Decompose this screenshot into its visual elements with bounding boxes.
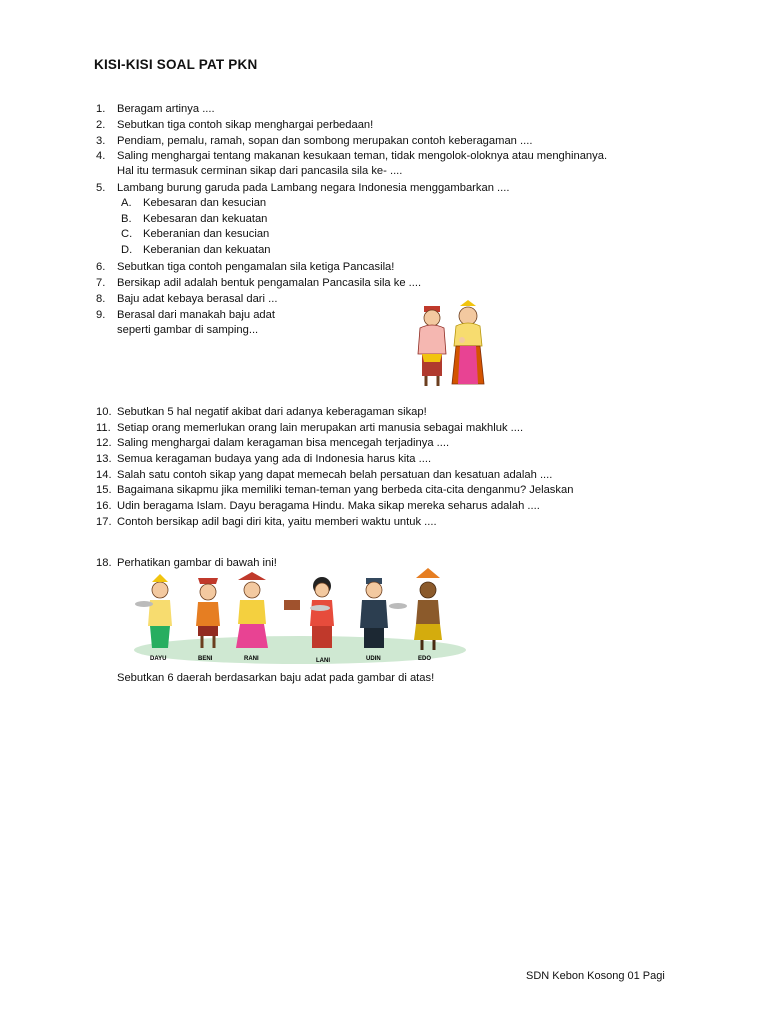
question-text: Sebutkan tiga contoh pengamalan sila ketiga Pancasila! [117,261,395,273]
label-rani: RANI [244,656,259,662]
question-number: 14. [96,469,112,481]
question-number: 6. [96,261,106,273]
question-number: 13. [96,453,112,465]
question-5 [96,181,509,197]
page-title: KISI-KISI SOAL PAT PKN [94,57,258,72]
question-text: Lambang burung garuda pada Lambang negara Indonesia menggambarkan .... [117,182,510,194]
question-text: Beragam artinya .... [117,103,215,115]
question-text: Sebutkan tiga contoh sikap menghargai perbedaan! [117,119,374,131]
label-lani: LANI [316,658,330,664]
question-18-continuation: Sebutkan 6 daerah berdasarkan baju adat pada gambar di atas! [117,672,435,684]
question-number: 7. [96,277,106,289]
figure-beni [196,578,220,648]
figure-dayu [135,574,172,648]
figure-lani [310,577,334,648]
question-text: Contoh bersikap adil bagi diri kita, yaitu memberi waktu untuk .... [117,516,437,528]
question-text: Bagaimana sikapmu jika memiliki teman-teman yang berbeda cita-cita denganmu? Jelaskan [117,484,574,496]
label-beni: BENI [198,656,213,662]
question-number: 1. [96,103,106,115]
question-number: 11. [96,422,111,434]
question-number: 17. [96,516,112,528]
question-10 [96,405,427,421]
question-text: Saling menghargai tentang makanan kesukaan teman, tidak mengolok-oloknya atau menghinanya. [117,150,608,162]
school-footer: SDN Kebon Kosong 01 Pagi [526,970,665,982]
question-number: 10. [96,406,112,418]
option-letter: A. [121,197,132,209]
option-d [121,244,271,256]
question-4-continuation: Hal itu termasuk cerminan sikap dari pancasila sila ke- .... [117,165,403,177]
question-2 [96,118,373,134]
question-text: Pendiam, pemalu, ramah, sopan dan sombong merupakan contoh keberagaman .... [117,135,533,147]
figure-edo [414,568,442,650]
question-number: 4. [96,150,106,162]
question-text: Udin beragama Islam. Dayu beragama Hindu. Maka sikap mereka seharus adalah .... [117,500,540,512]
label-edo: EDO [418,656,432,662]
question-number: 5. [96,182,106,194]
option-letter: C. [121,228,133,240]
question-number: 2. [96,119,106,131]
option-b [121,213,267,225]
question-4 [96,149,607,165]
option-letter: B. [121,213,132,225]
question-1 [96,102,215,118]
question-text: Perhatikan gambar di bawah ini! [117,557,277,569]
question-text: Salah satu contoh sikap yang dapat memecah belah persatuan dan kesatuan adalah .... [117,469,553,481]
question-text: Saling menghargai dalam keragaman bisa mencegah terjadinya .... [117,437,450,449]
question-11 [96,421,523,437]
question-9-continuation: seperti gambar di samping... [117,324,259,336]
question-8 [96,292,277,308]
option-text: Kebesaran dan kesucian [143,197,267,209]
question-13 [96,452,431,468]
option-text: Kebesaran dan kekuatan [143,213,268,225]
question-16 [96,499,540,515]
option-letter: D. [121,244,133,256]
question-number: 18. [96,557,112,569]
question-number: 9. [96,309,106,321]
question-number: 12. [96,437,112,449]
question-17 [96,515,437,531]
option-text: Keberanian dan kesucian [143,228,270,240]
question-12 [96,436,449,452]
question-number: 16. [96,500,112,512]
traditional-couple-illustration [408,300,504,390]
label-udin: UDIN [366,656,381,662]
option-text: Keberanian dan kekuatan [143,244,271,256]
question-14 [96,468,552,484]
question-text: Sebutkan 5 hal negatif akibat dari adanya keberagaman sikap! [117,406,427,418]
question-text: Baju adat kebaya berasal dari ... [117,293,278,305]
figure-udin [360,578,407,648]
option-c [121,228,269,240]
question-7 [96,276,421,292]
question-text: Semua keragaman budaya yang ada di Indonesia harus kita .... [117,453,432,465]
question-text: Bersikap adil adalah bentuk pengamalan Pancasila sila ke .... [117,277,422,289]
question-9 [96,308,275,324]
question-3 [96,134,532,150]
question-number: 8. [96,293,106,305]
question-number: 3. [96,135,106,147]
question-text: Setiap orang memerlukan orang lain merupakan arti manusia sebagai makhluk .... [117,422,524,434]
question-15 [96,483,573,499]
label-dayu: DAYU [150,656,167,662]
question-number: 15. [96,484,112,496]
option-a [121,197,266,209]
children-traditional-costume-illustration [130,568,468,670]
question-6 [96,260,394,276]
question-text: Berasal dari manakah baju adat [117,309,275,321]
